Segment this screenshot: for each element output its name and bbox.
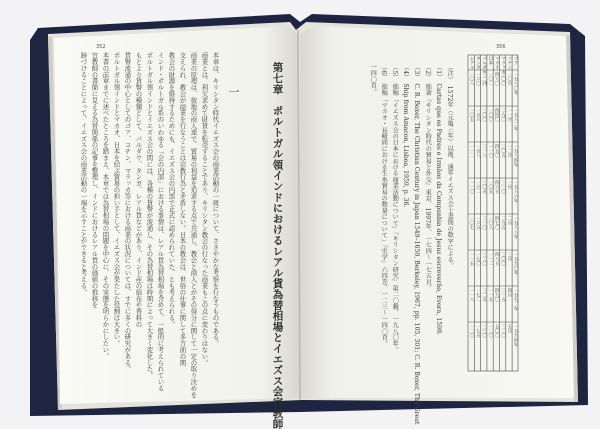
table-cell: 一二〇	[487, 324, 493, 338]
footnote: （6） 拙稿「マカオ・長崎間における生糸貿易の数量について」『史学』六四巻、一二三〜一四〇頁。	[380, 64, 388, 347]
table-cell: 三二四	[481, 72, 487, 86]
table-cell: 一五八八年	[513, 216, 519, 239]
table-cell: 五月	[506, 324, 512, 334]
section-number: 一	[227, 86, 240, 97]
table-cell: 一七二	[475, 288, 481, 302]
body-line: ポルトガル領インドとイエズス会の間には、各種の貨幣が流通し、その為替相場は時期によって大きく変化した。	[145, 52, 154, 379]
table-cell: 一〇〇	[487, 108, 493, 122]
table-cell: 一五八六年	[513, 180, 519, 203]
table-header: レアル	[469, 56, 475, 70]
table-header: コチン	[506, 56, 512, 70]
table-cell: 一〇二	[487, 72, 493, 86]
table-cell: 四六五	[494, 180, 500, 194]
table-header: マカオ	[494, 56, 500, 70]
table-cell: 一月	[506, 180, 512, 190]
table-cell: 一二〇	[469, 324, 475, 338]
table-header: パルダウ	[481, 56, 487, 75]
table-cell: 一七五	[475, 324, 481, 338]
table-cell: 三二五	[481, 288, 487, 302]
body-line: 跡づけることによって、イエズス会の商業活動の一端を示すことができると考える。	[79, 52, 88, 296]
table-cell: 一五八二年	[513, 108, 519, 131]
table-cell: 二九五	[500, 216, 506, 230]
table-cell: 一七〇	[475, 252, 481, 266]
body-line: 本章は、キリシタン時代イエズス会の商業活動の一斑について、ささやかな考察を行なうものである。	[211, 52, 220, 347]
footnote: （3） C. R. Boxer, The Christian Century in Japan 1549–1650, Berkeley, 1967, pp. 105, 301; C. R. Boxer, The Great	[413, 64, 421, 425]
footnote: （2） 拙著『キリシタン時代の貿易と外交』東京、1997年、一七四〜一七五頁。	[424, 64, 432, 292]
table-cell: 一〇八	[469, 72, 475, 86]
body-line: 商業とは、利欠求めて財貨を転売することであり、キリシタン教会の行なった商業もこの点に変わりはない。	[200, 52, 209, 366]
table-cell: 一五八〇年	[513, 72, 519, 95]
table-cell: 三〇〇	[481, 108, 487, 122]
chapter-title: 第七章 ポルトガル領インドにおけるレアル貨為替相場とイエズス会宣教師	[271, 62, 284, 429]
table-cell: 三二〇	[481, 252, 487, 266]
table-cell: 四五〇	[494, 144, 500, 158]
table-cell: 三三〇	[481, 324, 487, 338]
table-cell: 一六五	[475, 216, 481, 230]
table-cell: 一〇八	[487, 216, 493, 230]
table-cell: 一六二	[475, 180, 481, 194]
table-cell: 一〇五	[487, 180, 493, 194]
table-cell: 一一二	[487, 252, 493, 266]
table-cell: 四八〇	[494, 72, 500, 86]
body-line: 宣教師の書簡に見える為替関係の記事を整理し、インドにおけるレアル貨の価値の推移を	[90, 52, 99, 308]
body-line: 本書の前章までに述べたところを踏まえ、本章では為替相場の問題を中心に、その実態を明らかにしたい。	[101, 52, 110, 360]
table-cell: 一〇七	[469, 216, 475, 230]
table-cell: 一五九四年	[513, 324, 519, 347]
table-header: ゴア	[513, 56, 519, 66]
table-cell: 三〇五	[481, 180, 487, 194]
table-cell: 三二〇	[500, 324, 506, 338]
table-cell: 一二月	[506, 144, 512, 158]
footnote: 一四〇頁。	[369, 64, 377, 95]
table-cell: 三〇〇	[500, 72, 506, 86]
right-page-number: 356	[496, 44, 506, 50]
table-cell: 一一五	[469, 252, 475, 266]
body-line: 教会の財源を維持するためにも、イエズス会の内部で正式に認められていた、とも考えられる。	[167, 52, 176, 328]
table-header: タンガ	[475, 56, 481, 70]
table-cell: 三〇〇	[500, 252, 506, 266]
footnote: （1） Cartas que os Padres e Irmãos da Companhia de Jesus escreverão, Evora, 1598.	[435, 64, 443, 335]
table-cell: 三一〇	[500, 180, 506, 194]
table-cell: 一〇五	[469, 108, 475, 122]
body-line: 貨幣流通の中心としてのゴア、コチン、マラッカ等における商業の状況については、すでに多くの研究がある。	[123, 52, 132, 372]
table-cell: 四九〇	[494, 288, 500, 302]
table-cell: 一五九〇年	[513, 252, 519, 275]
footnote: （注） 1572年（元亀三年）以後、通年イエズス会士書簡の数字による。	[446, 64, 454, 269]
table-cell: 一五八四年	[513, 144, 519, 167]
table-cell: 二月	[506, 216, 512, 226]
table-header: マラッカ	[500, 56, 506, 75]
footnote: （4） Ship from Amacon, Lisboa, 1959, p. 36.	[402, 64, 410, 208]
table-cell: 一一〇	[487, 144, 493, 158]
footnote: （5） 拙稿「イエズス会の日本における商業活動について」『キリシタン研究』第二〇輯、一九八〇年。	[391, 64, 399, 354]
table-cell: 一一〇	[469, 180, 475, 194]
body-line: 商業の原理は、彼地の商人達で、貿易の利益を追求する点で共通し、教会と商人とがその得分に関して一定の取り決めを	[189, 52, 198, 398]
body-line: ポルトガル領インドとマカオ、日本を結ぶ貿易の担い手として、イエズス会が果たした役割は大きい。	[112, 52, 121, 347]
table-cell: 一一五	[487, 288, 493, 302]
table-cell: 三月	[506, 252, 512, 262]
table-cell: 三一八	[481, 144, 487, 158]
table-cell: 四月	[506, 288, 512, 298]
left-page-number: 352	[96, 44, 106, 50]
table-cell: 四七〇	[494, 216, 500, 230]
table-cell: 一五九二年	[513, 288, 519, 311]
table-cell: 四四〇	[494, 108, 500, 122]
table-cell: 三一五	[500, 288, 506, 302]
table-cell: 二九〇	[500, 108, 506, 122]
table-cell: 三一〇	[481, 216, 487, 230]
table-cell: 一六〇	[475, 72, 481, 86]
table-cell: 一〇月	[506, 72, 512, 86]
table-cell: 四八五	[494, 252, 500, 266]
body-line: もとより貨幣の種類として、パルダウ、タンガ、レアル貨などがあり、インド産の綿布や香料の	[134, 52, 143, 328]
body-line: 支えられ、教会が商業を行なうことは宗教行為と矛盾しない。日本の教会は、世俗の仕事に関して多方面の関	[178, 52, 187, 366]
table-cell: 三〇五	[500, 144, 506, 158]
table-cell: 一一八	[469, 288, 475, 302]
table-cell: 一一二	[469, 144, 475, 158]
table-header: 日本	[487, 56, 493, 66]
table-cell: 一五六	[475, 108, 481, 122]
table-cell: 一一月	[506, 108, 512, 122]
table-cell: 五〇〇	[494, 324, 500, 338]
table-cell: 一五八	[475, 144, 481, 158]
body-line: インド・ポルトガル系のいわゆる「会の内部」における事情は、レアル貨為替相場を含めて、一般的に考えられている	[156, 52, 165, 392]
